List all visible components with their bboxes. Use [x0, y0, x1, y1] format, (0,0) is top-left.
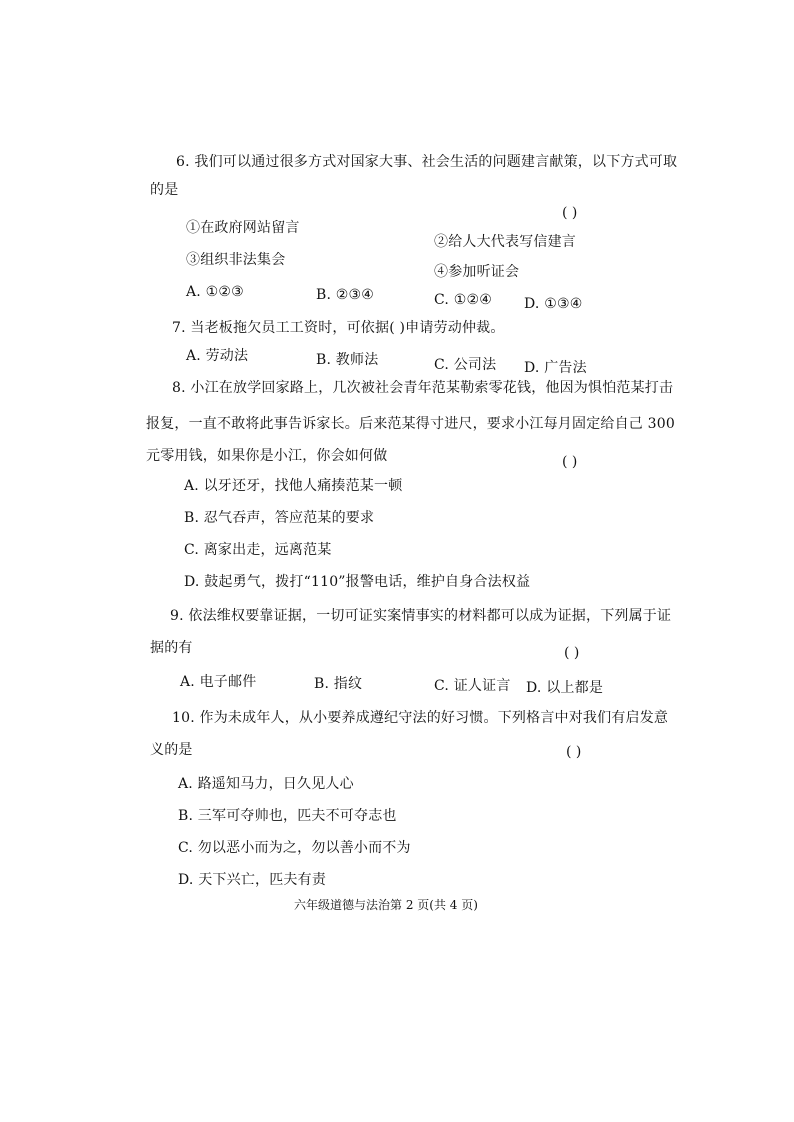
q8-option-a: A. 以牙还牙，找他人痛揍范某一顿 [184, 478, 403, 494]
q10-option-d: D. 天下兴亡，匹夫有责 [178, 872, 327, 888]
page-footer: 六年级道德与法治第 2 页(共 4 页) [294, 898, 478, 912]
q7-option-d: D. 广告法 [524, 360, 587, 376]
q8-option-b: B. 忍气吞声，答应范某的要求 [184, 510, 375, 526]
q10-stem-line2: 义的是 [150, 742, 193, 758]
q9-option-d: D. 以上都是 [526, 680, 604, 696]
q6-option-b: B. ②③④ [316, 287, 375, 303]
q6-item-3: ③组织非法集会 [186, 252, 286, 268]
q10-answer-bracket: ( ) [566, 744, 582, 760]
q7-option-b: B. 教师法 [316, 352, 379, 368]
q8-option-c: C. 离家出走，远离范某 [184, 542, 332, 558]
q6-option-a: A. ①②③ [186, 284, 244, 300]
q7-option-c: C. 公司法 [434, 357, 497, 373]
q7-option-a: A. 劳动法 [186, 348, 249, 364]
q8-answer-bracket: ( ) [562, 454, 578, 470]
q9-stem-line2: 据的有 [150, 640, 193, 656]
q6-item-2: ②给人大代表写信建言 [434, 234, 576, 250]
q6-stem-line1: 6. 我们可以通过很多方式对国家大事、社会生活的问题建言献策，以下方式可取 [176, 154, 678, 170]
q6-item-4: ④参加听证会 [434, 264, 520, 280]
q6-stem-line2: 的是 [150, 182, 179, 198]
q9-option-b: B. 指纹 [314, 676, 363, 692]
q9-option-c: C. 证人证言 [434, 678, 511, 694]
q9-option-a: A. 电子邮件 [180, 674, 257, 690]
q8-stem-line1: 8. 小江在放学回家路上，几次被社会青年范某勒索零花钱，他因为惧怕范某打击 [172, 380, 674, 396]
q6-answer-bracket: ( ) [562, 205, 578, 221]
q8-stem-line3: 元零用钱，如果你是小江，你会如何做 [146, 448, 388, 464]
q9-stem-line1: 9. 依法维权要靠证据，一切可证实案情事实的材料都可以成为证据，下列属于证 [170, 608, 672, 624]
q9-answer-bracket: ( ) [564, 645, 580, 661]
q10-option-a: A. 路遥知马力，日久见人心 [178, 776, 354, 792]
q6-item-1: ①在政府网站留言 [186, 220, 300, 236]
q10-option-b: B. 三军可夺帅也，匹夫不可夺志也 [178, 808, 397, 824]
q8-stem-line2: 报复，一直不敢将此事告诉家长。后来范某得寸进尺，要求小江每月固定给自己 300 [146, 416, 675, 432]
q8-option-d: D. 鼓起勇气，拨打“110”报警电话，维护自身合法权益 [184, 574, 531, 590]
q10-stem-line1: 10. 作为未成年人，从小要养成遵纪守法的好习惯。下列格言中对我们有启发意 [172, 710, 669, 726]
q6-option-d: D. ①③④ [524, 296, 583, 312]
q10-option-c: C. 勿以恶小而为之，勿以善小而不为 [178, 840, 411, 856]
q7-stem: 7. 当老板拖欠员工工资时，可依据( )申请劳动仲裁。 [172, 320, 505, 336]
q6-option-c: C. ①②④ [434, 292, 492, 308]
